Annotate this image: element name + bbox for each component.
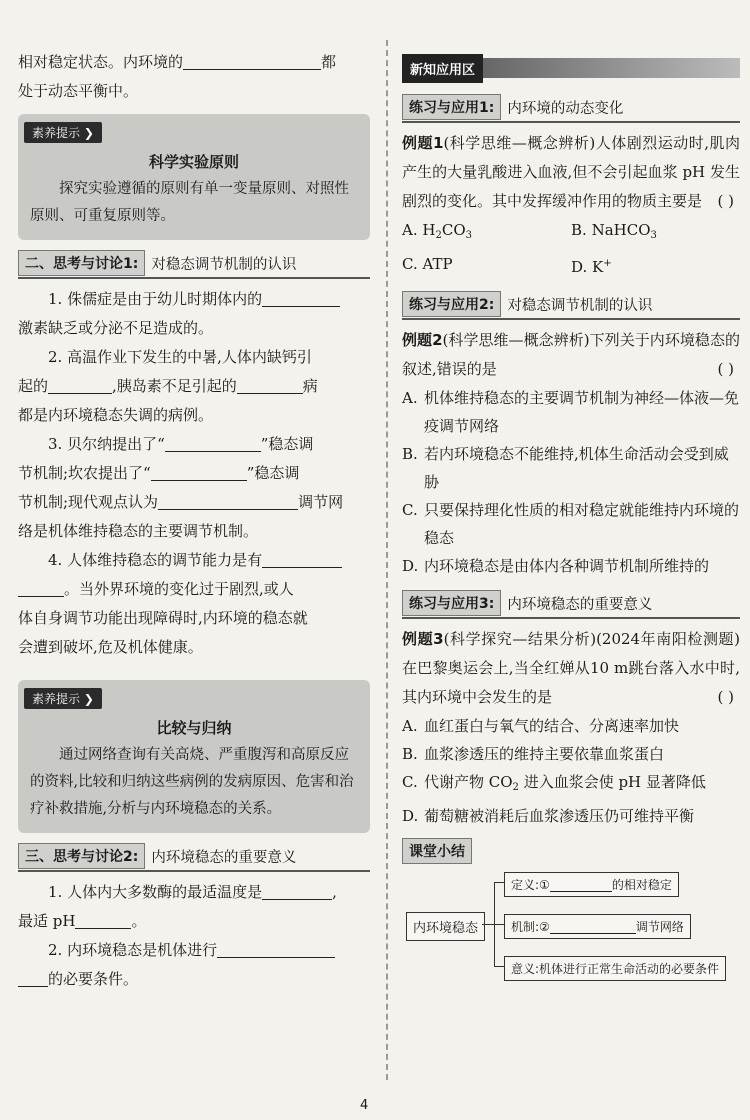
- text: 代谢产物 CO: [424, 773, 513, 791]
- practice-1-header: [402, 94, 740, 123]
- blank: [158, 491, 298, 510]
- text: 相对稳定状态。内环境的: [18, 53, 184, 71]
- practice-2-header: [402, 291, 740, 320]
- section-banner: [402, 56, 740, 80]
- text: 节机制;现代观点认为: [18, 493, 159, 511]
- section-3-header: [18, 843, 370, 872]
- blank: [217, 939, 335, 958]
- option-c: [402, 768, 740, 802]
- text: 的必要条件。: [48, 970, 139, 988]
- practice-3-header: [402, 590, 740, 619]
- option-key: B.: [571, 221, 587, 239]
- text: 2. 内环境稳态是机体进行: [48, 941, 218, 959]
- option-key: A.: [402, 717, 418, 735]
- question: 2. 高温作业下发生的中暑,人体内缺钙引: [48, 348, 312, 366]
- text: 机制:②: [511, 920, 550, 934]
- text: ”稳态调: [260, 435, 314, 453]
- blank: [18, 578, 64, 597]
- text: 都: [321, 53, 337, 71]
- subscript: 3: [650, 230, 657, 241]
- banner-bar: [483, 58, 740, 78]
- section-title: 内环境稳态的重要意义: [151, 849, 297, 866]
- text: 病: [302, 377, 318, 395]
- text: 。当外界环境的变化过于剧烈,或人: [64, 580, 294, 598]
- text: 的相对稳定: [611, 878, 672, 892]
- option-row: [402, 216, 740, 250]
- blank: [183, 51, 321, 70]
- text: 调节网络: [635, 920, 684, 934]
- option-text: 葡萄糖被消耗后血浆渗透压仍可维持平衡: [424, 807, 695, 825]
- connector: [482, 924, 494, 925]
- left-column: [18, 48, 370, 994]
- section-2-header: [18, 250, 370, 279]
- text: 3. 贝尔纳提出了“: [48, 435, 165, 453]
- text: 调节网: [298, 493, 344, 511]
- text: 节机制;坎农提出了“: [18, 464, 151, 482]
- blank: [151, 462, 247, 481]
- text: ”稳态调: [246, 464, 300, 482]
- option-key: D.: [571, 258, 588, 276]
- blank: [75, 910, 131, 929]
- question-cont: [18, 907, 370, 936]
- option-d: [571, 250, 740, 281]
- option-text: [424, 768, 706, 802]
- option-key: D.: [402, 557, 419, 575]
- example-text: (科学思维—概念辨析)下列关于内环境稳态的叙述,错误的是: [402, 331, 740, 378]
- option-a: [402, 712, 740, 740]
- section-badge: 练习与应用1:: [402, 94, 501, 120]
- example-label: 例题2: [402, 331, 443, 349]
- question-cont: 都是内环境稳态失调的病例。: [18, 406, 214, 424]
- question-cont: [18, 488, 370, 517]
- blank: [262, 549, 342, 568]
- summary-meaning: 意义:机体进行正常生命活动的必要条件: [504, 956, 726, 981]
- column-divider: [386, 40, 388, 1080]
- question-cont: 会遭到破坏,危及机体健康。: [18, 638, 203, 656]
- question-cont: 络是机体维持稳态的主要调节机制。: [18, 522, 259, 540]
- text: CO: [441, 221, 466, 239]
- answer-paren: ( ): [717, 192, 734, 210]
- subscript: 2: [512, 782, 519, 793]
- text: H: [422, 221, 436, 239]
- tip-tag-label: 素养提示: [32, 126, 81, 140]
- subscript: 2: [435, 230, 442, 241]
- option-text: 血浆渗透压的维持主要依靠血浆蛋白: [424, 745, 665, 763]
- option-text: 只要保持理化性质的相对稳定就能维持内环境的稳态: [424, 501, 740, 547]
- question-cont: 体自身调节功能出现障碍时,内环境的稳态就: [18, 609, 308, 627]
- question-cont: [18, 459, 370, 488]
- summary-diagram: [402, 872, 740, 982]
- question-cont: [18, 965, 370, 994]
- chevron-right-icon: ❯: [83, 126, 94, 140]
- section-badge: 二、思考与讨论1:: [18, 250, 145, 276]
- question-cont: [18, 575, 370, 604]
- tip-title: 科学实验原则: [148, 153, 239, 171]
- option-text: 机体维持稳态的主要调节机制为神经—体液—免疫调节网络: [424, 389, 740, 435]
- option-text: 若内环境稳态不能维持,机体生命活动会受到威胁: [424, 445, 729, 491]
- example-text: (科学探究—结果分析)(2024年南阳检测题)在巴黎奥运会上,当全红婵从10 m跳台落入水中时,其内环境中会发生的是: [402, 630, 740, 706]
- question: [18, 430, 370, 459]
- text: 最适 pH: [18, 912, 76, 930]
- tip-box-1: [18, 114, 370, 240]
- option-d: [402, 552, 740, 580]
- option-key: D.: [402, 807, 419, 825]
- blank: [18, 968, 48, 987]
- text: 4. 人体维持稳态的调节能力是有: [48, 551, 263, 569]
- example-2: [402, 326, 740, 384]
- right-column: [402, 0, 740, 982]
- option-row: [402, 250, 740, 281]
- question: [18, 936, 370, 965]
- text: 。: [131, 912, 147, 930]
- blank: [237, 375, 303, 394]
- text: K: [592, 258, 604, 276]
- section-badge: 三、思考与讨论2:: [18, 843, 145, 869]
- question-cont: [18, 372, 370, 401]
- answer-paren: ( ): [717, 360, 734, 378]
- example-3: [402, 625, 740, 712]
- text: ,: [332, 883, 337, 901]
- summary-header: 课堂小结: [402, 838, 472, 864]
- tip-text: 通过网络查询有关高烧、严重腹泻和高原反应的资料,比较和归纳这些病例的发病原因、危害和治疗补救措施,分析与内环境稳态的关系。: [30, 747, 354, 817]
- text: 进入血浆会使 pH 显著降低: [518, 773, 706, 791]
- question: [18, 878, 370, 907]
- question: [18, 285, 370, 314]
- text: ,胰岛素不足引起的: [112, 377, 237, 395]
- example-label: 例题1: [402, 134, 444, 152]
- option-key: C.: [402, 501, 418, 519]
- question-cont: 激素缺乏或分泌不足造成的。: [18, 319, 214, 337]
- option-key: C.: [402, 773, 418, 791]
- page-number: 4: [360, 1098, 369, 1113]
- connector: [494, 966, 504, 967]
- section-badge: 练习与应用2:: [402, 291, 501, 317]
- text: NaHCO: [591, 221, 651, 239]
- summary-mechanism: [504, 914, 691, 939]
- tip-title: 比较与归纳: [156, 719, 232, 737]
- intro-line-1: [18, 48, 370, 77]
- option-a: [402, 216, 571, 250]
- example-label: 例题3: [402, 630, 444, 648]
- option-key: A.: [402, 389, 418, 407]
- blank: [165, 433, 261, 452]
- section-title: 对稳态调节机制的认识: [507, 297, 653, 314]
- tip-tag: [24, 122, 102, 143]
- example-text: (科学思维—概念辨析)人体剧烈运动时,肌肉产生的大量乳酸进入血液,但不会引起血浆 pH 发生剧烈的变化。其中发挥缓冲作用的物质主要是: [402, 134, 740, 210]
- example-1-options: [402, 216, 740, 281]
- answer-paren: ( ): [717, 688, 734, 706]
- option-key: B.: [402, 445, 418, 463]
- section-title: 对稳态调节机制的认识: [151, 256, 297, 273]
- example-1: [402, 129, 740, 216]
- tip-text: 探究实验遵循的原则有单一变量原则、对照性原则、可重复原则等。: [30, 181, 349, 224]
- blank: [262, 288, 340, 307]
- option-c: C. ATP: [402, 255, 453, 273]
- option-key: A.: [402, 221, 418, 239]
- summary-root: 内环境稳态: [406, 912, 485, 941]
- intro-line-2: 处于动态平衡中。: [18, 82, 139, 100]
- section-badge: 练习与应用3:: [402, 590, 501, 616]
- tip-tag-label: 素养提示: [32, 692, 81, 706]
- connector: [494, 882, 504, 883]
- chevron-right-icon: ❯: [83, 692, 94, 706]
- text: 1. 人体内大多数酶的最适温度是: [48, 883, 263, 901]
- section-title: 内环境稳态的重要意义: [507, 596, 653, 613]
- text: 定义:①: [511, 878, 550, 892]
- tip-tag: [24, 688, 102, 709]
- option-d: [402, 802, 740, 830]
- text: 起的: [18, 377, 49, 395]
- option-text: 血红蛋白与氧气的结合、分离速率加快: [424, 717, 680, 735]
- section-title: 内环境的动态变化: [507, 100, 624, 117]
- option-key: B.: [402, 745, 418, 763]
- option-c: [402, 496, 740, 552]
- blank: [550, 921, 636, 934]
- option-b: [402, 740, 740, 768]
- text: 1. 侏儒症是由于幼儿时期体内的: [48, 290, 263, 308]
- subscript: 3: [465, 230, 473, 241]
- option-a: [402, 384, 740, 440]
- option-text: 内环境稳态是由体内各种调节机制所维持的: [424, 557, 710, 575]
- blank: [550, 879, 612, 892]
- blank: [48, 375, 112, 394]
- question: [18, 546, 370, 575]
- tip-box-2: [18, 680, 370, 833]
- blank: [262, 881, 332, 900]
- option-b: [402, 440, 740, 496]
- summary-definition: [504, 872, 679, 897]
- superscript: +: [603, 258, 612, 269]
- option-b: [571, 216, 740, 250]
- connector: [494, 924, 504, 925]
- banner-tag: 新知应用区: [402, 54, 483, 83]
